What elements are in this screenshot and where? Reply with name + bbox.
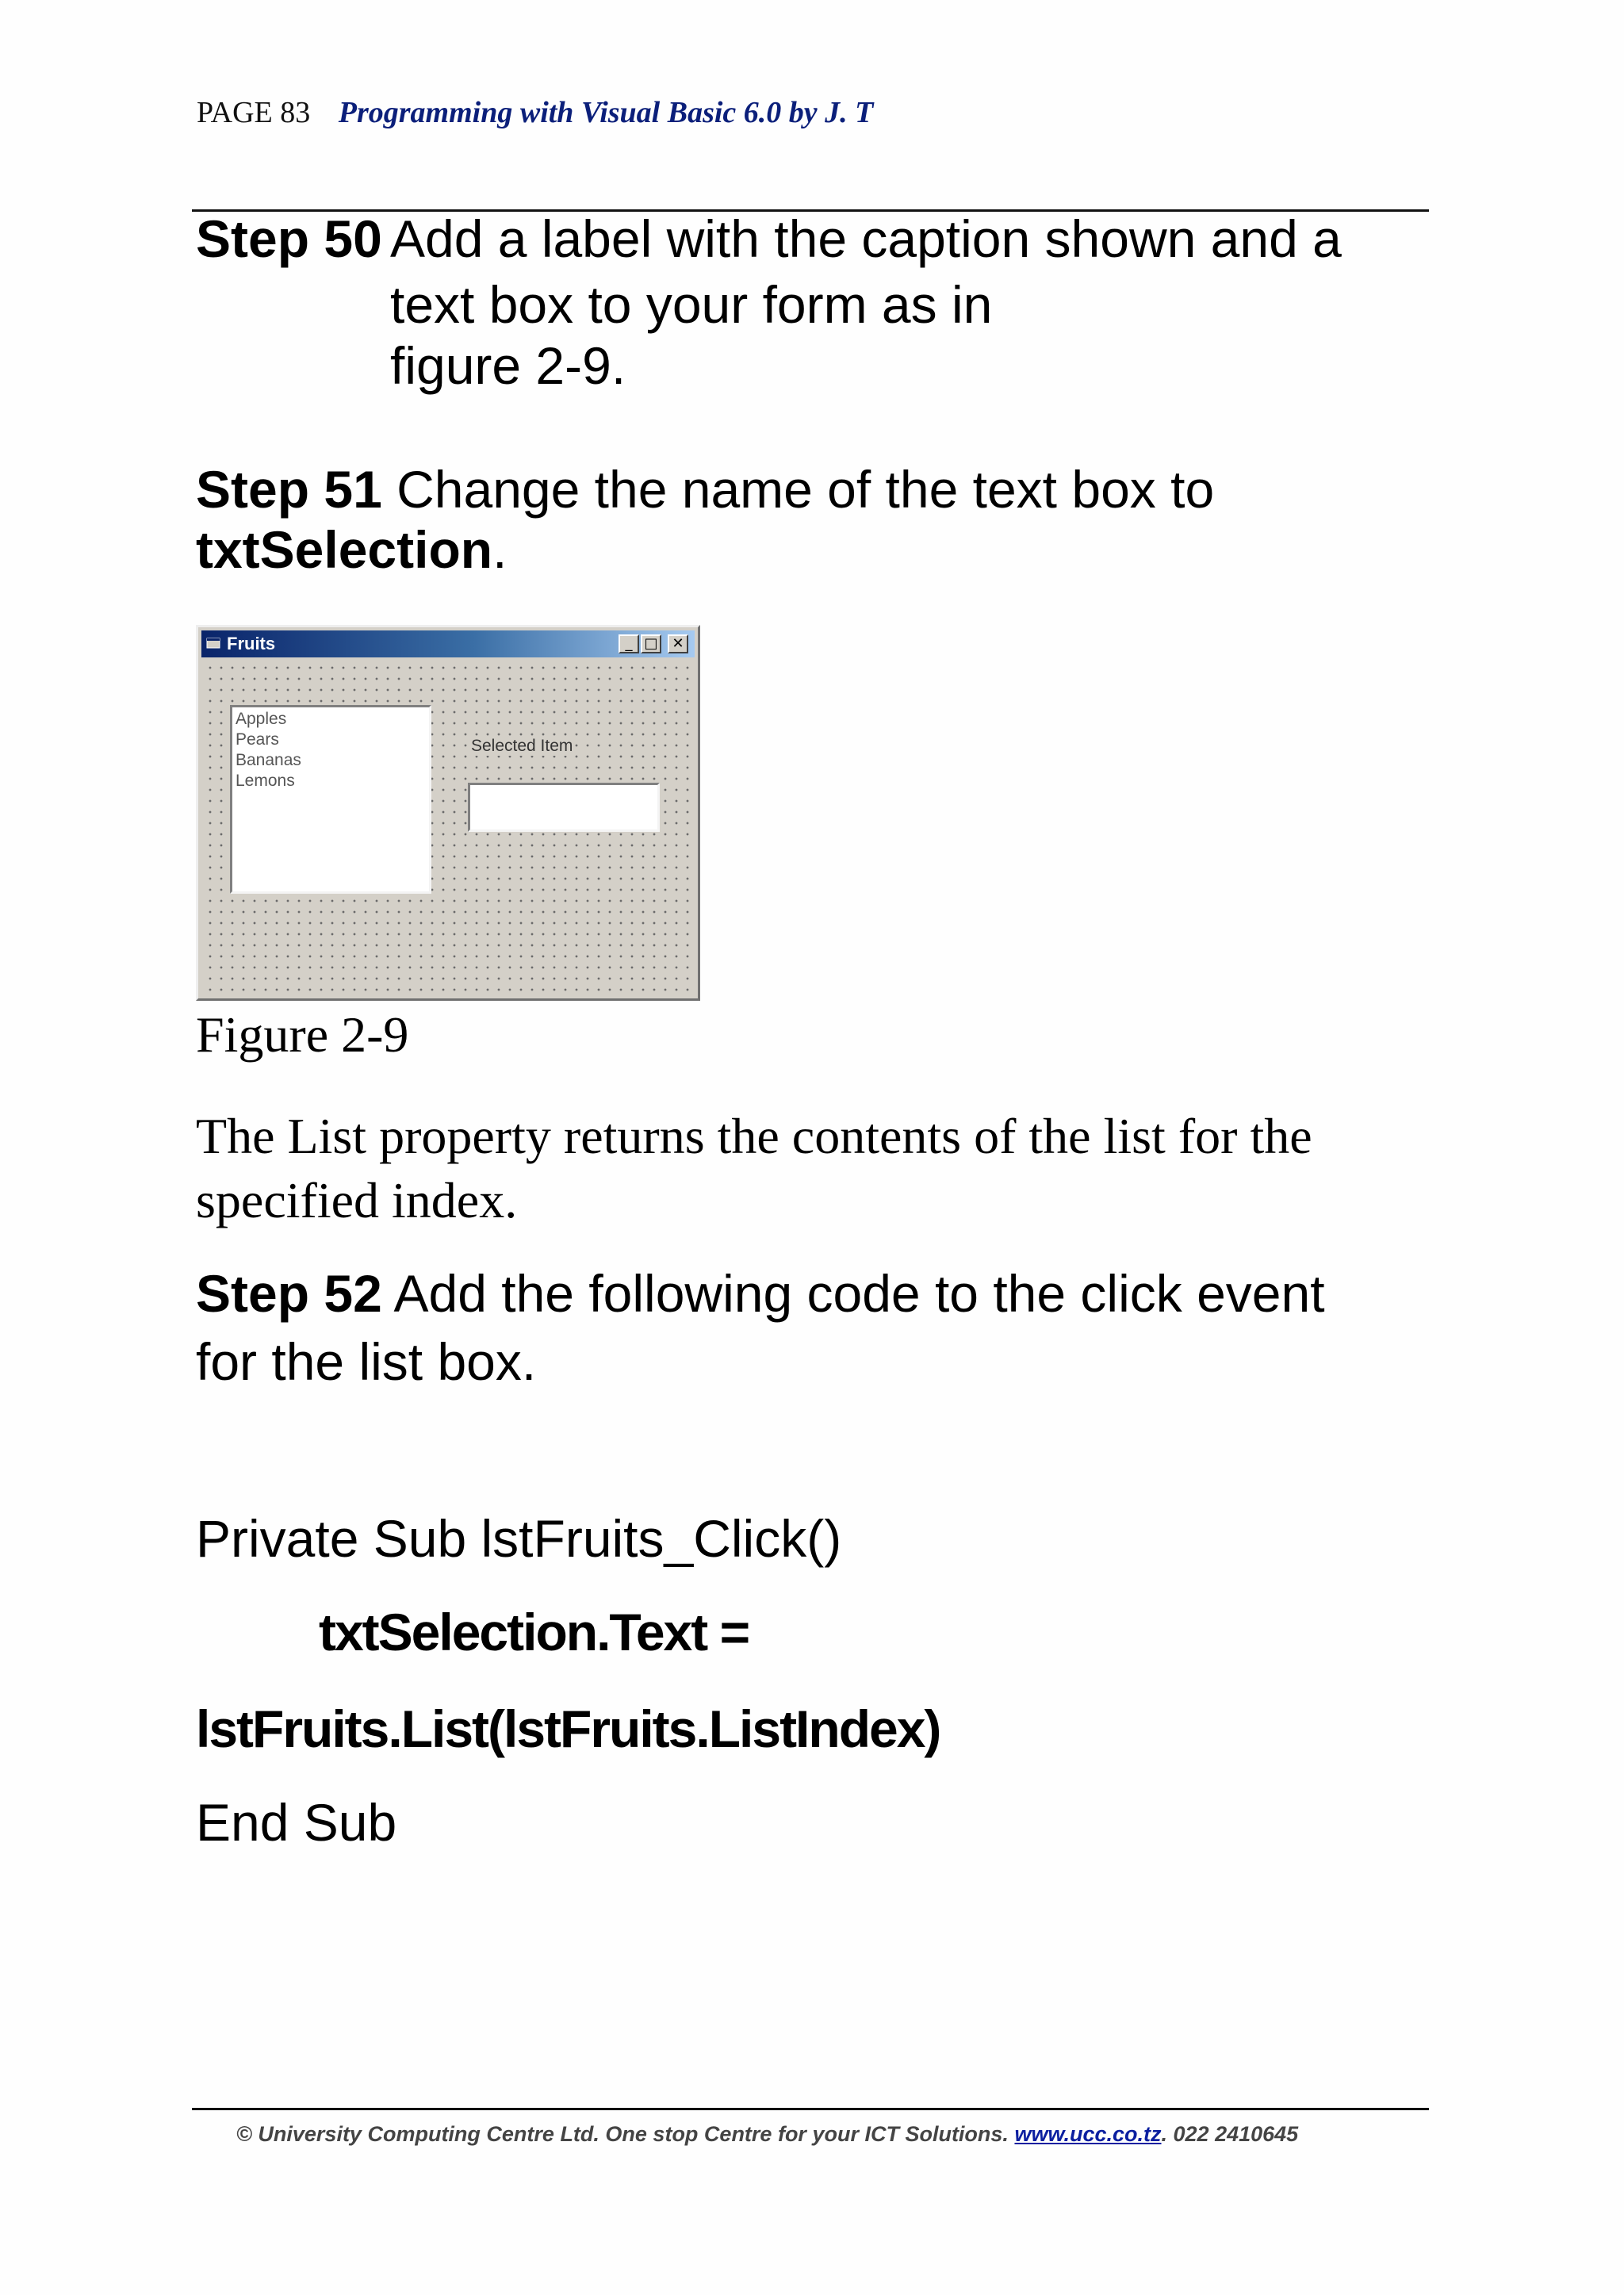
step-52-text: Add the following code to the click event [393,1264,1325,1323]
list-item[interactable]: Bananas [236,751,301,769]
step-50-line-2: text box to your form as in [390,275,993,334]
book-title: Programming with Visual Basic 6.0 by J. T [338,96,874,129]
selection-textbox[interactable] [468,783,660,832]
list-item[interactable]: Lemons [236,772,295,790]
step-51-line-1 [196,458,1214,521]
code-line-1: Private Sub lstFruits_Click() [196,1509,842,1568]
page-number: PAGE 83 [197,96,311,129]
page-header [197,95,873,130]
list-item[interactable]: Apples [236,710,287,728]
figure-caption: Figure 2-9 [196,1006,409,1063]
selected-item-label: Selected Item [471,737,573,755]
list-property-paragraph [196,1104,1312,1233]
textbox-name: txtSelection [196,520,493,579]
fruits-listbox[interactable] [230,705,431,894]
footer-text: © University Computing Centre Ltd. One stop Centre for your ICT Solutions. [236,2122,1009,2146]
step-50-line-1: Add a label with the caption shown and a [390,209,1342,268]
minimize-button[interactable]: _ [619,634,639,653]
step-52-line-1 [196,1262,1325,1325]
fruits-form-window [196,625,700,1001]
step-50-line-3: figure 2-9. [390,336,626,395]
step-51-text: Change the name of the text box to [396,460,1215,519]
step-50-label: Step 50 [196,209,382,268]
page-footer [236,2122,1298,2147]
code-line-4: End Sub [196,1793,397,1852]
paragraph-line-1: The List property returns the contents of the list for the [196,1108,1312,1164]
step-51-label: Step 51 [196,460,382,519]
step-51-line-2 [196,519,507,581]
footer-divider [192,2108,1429,2110]
title-bar[interactable] [201,630,695,657]
code-line-2: txtSelection.Text = [319,1603,749,1661]
maximize-button[interactable]: □ [641,634,661,653]
step-52-line-2: for the list box. [196,1332,537,1391]
form-icon [206,636,222,650]
paragraph-line-2: specified index. [196,1172,518,1229]
window-title: Fruits [227,634,276,653]
list-item[interactable]: Pears [236,730,279,749]
step-51-period: . [492,520,508,579]
form-design-area [201,659,695,997]
code-line-3: lstFruits.List(lstFruits.ListIndex) [196,1699,940,1758]
close-button[interactable]: ✕ [668,634,688,653]
footer-phone: . 022 2410645 [1161,2122,1299,2146]
step-52-label: Step 52 [196,1264,382,1323]
footer-website-link[interactable]: www.ucc.co.tz [1014,2122,1162,2146]
